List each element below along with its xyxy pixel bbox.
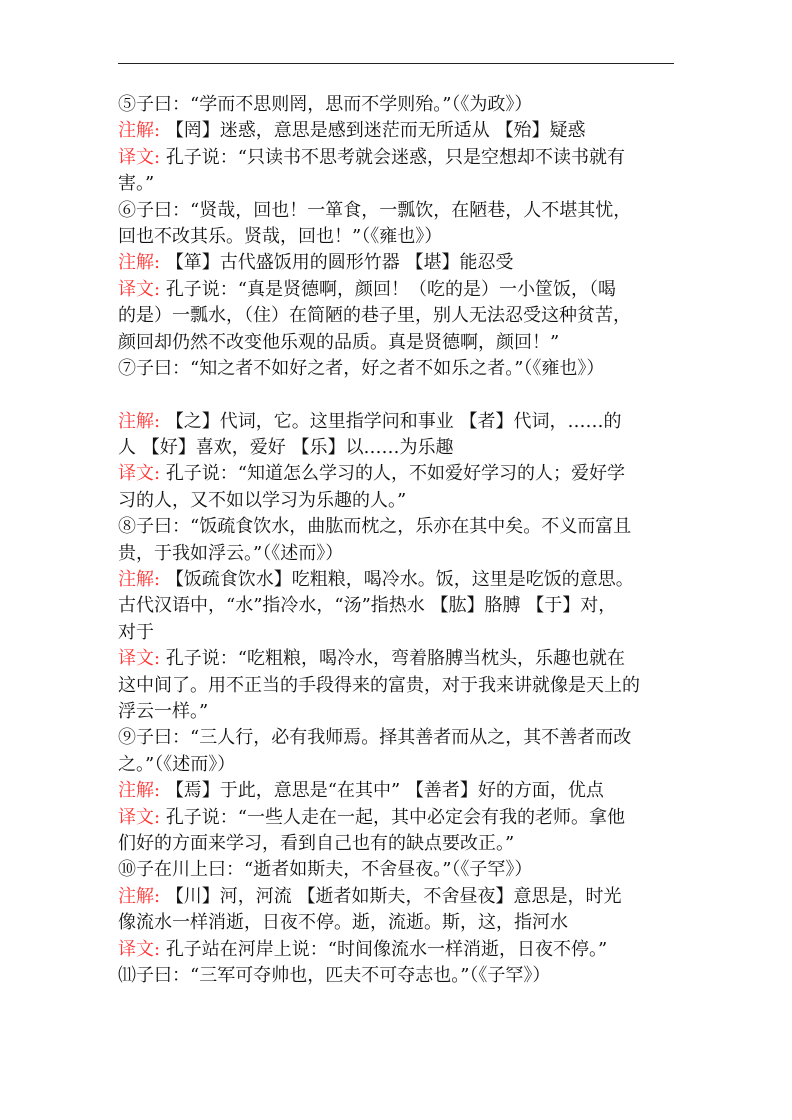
text-line: ⑩子在川上曰：“逝者如斯夫，不舍昼夜。”（《子罕》） <box>118 859 533 881</box>
note-label: 注解: <box>118 885 161 907</box>
translation-line: 译文: 孔子说：“吃粗粮，喝冷水，弯着胳膊当枕头，乐趣也就在 <box>118 648 626 670</box>
note-line: 注解: 【罔】迷惑，意思是感到迷茫而无所适从 【殆】疑惑 <box>118 120 586 142</box>
translation-label: 译文: <box>118 806 161 828</box>
text-line: 人 【好】喜欢，爱好 【乐】以……为乐趣 <box>118 437 454 459</box>
translation-label: 译文: <box>118 278 161 300</box>
blank-line <box>118 382 684 408</box>
text-line: 们好的方面来学习，看到自己也有的缺点要改正。” <box>118 832 515 854</box>
note-label: 注解: <box>118 252 161 274</box>
translation-line: 译文: 孔子说：“真是贤德啊，颜回！（吃的是）一小筐饭，（喝 <box>118 278 617 300</box>
note-label: 注解: <box>118 780 161 802</box>
text-line: ⑥子曰：“贤哉，回也！一箪食，一瓢饮，在陋巷，人不堪其忧， <box>118 199 632 221</box>
text-line: 这中间了。用不正当的手段得来的富贵，对于我来讲就像是天上的 <box>118 674 640 696</box>
text-line: ⑦子曰：“知之者不如好之者，好之者不如乐之者。”（《雍也》） <box>118 357 605 379</box>
text-line: 回也不改其乐。贤哉，回也！”（《雍也》） <box>118 225 443 247</box>
text-line: ⑨子曰：“三人行，必有我师焉。择其善者而从之，其不善者而改 <box>118 727 632 749</box>
text-line: 对于 <box>118 621 154 643</box>
text-line: 像流水一样消逝，日夜不停。逝，流逝。斯，这，指河水 <box>118 912 568 934</box>
note-label: 注解: <box>118 120 161 142</box>
text-line: 害。” <box>118 173 155 195</box>
note-line: 注解: 【川】河，河流 【逝者如斯夫，不舍昼夜】意思是，时光 <box>118 885 622 907</box>
translation-line: 译文: 孔子说：“只读书不思考就会迷惑，只是空想却不读书就有 <box>118 146 626 168</box>
text-line: 习的人，又不如以学习为乐趣的人。” <box>118 489 407 511</box>
note-line: 注解: 【箪】古代盛饭用的圆形竹器 【堪】能忍受 <box>118 252 514 274</box>
note-line: 注解: 【之】代词，它。这里指学问和事业 【者】代词，……的 <box>118 410 622 432</box>
text-line: 的是）一瓢水，（住）在简陋的巷子里，别人无法忍受这种贫苦， <box>118 305 631 327</box>
note-line: 注解: 【饭疏食饮水】吃粗粮，喝冷水。饭，这里是吃饭的意思。 <box>118 569 634 591</box>
text-line: 古代汉语中，“水”指冷水，“汤”指热水 【肱】胳膊 【于】对， <box>118 595 617 617</box>
note-line: 注解: 【焉】于此，意思是“在其中” 【善者】好的方面，优点 <box>118 780 604 802</box>
text-line: 之。”（《述而》） <box>118 753 236 775</box>
translation-label: 译文: <box>118 146 161 168</box>
translation-line: 译文: 孔子说：“一些人走在一起，其中必定会有我的老师。拿他 <box>118 806 626 828</box>
note-label: 注解: <box>118 569 161 591</box>
text-line: ⑾子曰：“三军可夺帅也，匹夫不可夺志也。”（《子罕》） <box>118 964 551 986</box>
text-line: 浮云一样。” <box>118 700 209 722</box>
translation-label: 译文: <box>118 938 161 960</box>
text-line: 贵，于我如浮云。”（《述而》） <box>118 542 344 564</box>
translation-line: 译文: 孔子站在河岸上说：“时间像流水一样消逝，日夜不停。” <box>118 938 608 960</box>
text-line: ⑧子曰：“饭疏食饮水，曲肱而枕之，乐亦在其中矣。不义而富且 <box>118 516 632 538</box>
translation-label: 译文: <box>118 463 161 485</box>
note-label: 注解: <box>118 410 161 432</box>
document-body <box>118 92 684 989</box>
translation-line: 译文: 孔子说：“知道怎么学习的人，不如爱好学习的人；爱好学 <box>118 463 626 485</box>
text-line: ⑤子曰：“学而不思则罔，思而不学则殆。”（《为政》） <box>118 94 533 115</box>
header-rule <box>118 63 674 64</box>
text-line: 颜回却仍然不改变他乐观的品质。真是贤德啊，颜回！” <box>118 331 560 353</box>
translation-label: 译文: <box>118 648 161 670</box>
